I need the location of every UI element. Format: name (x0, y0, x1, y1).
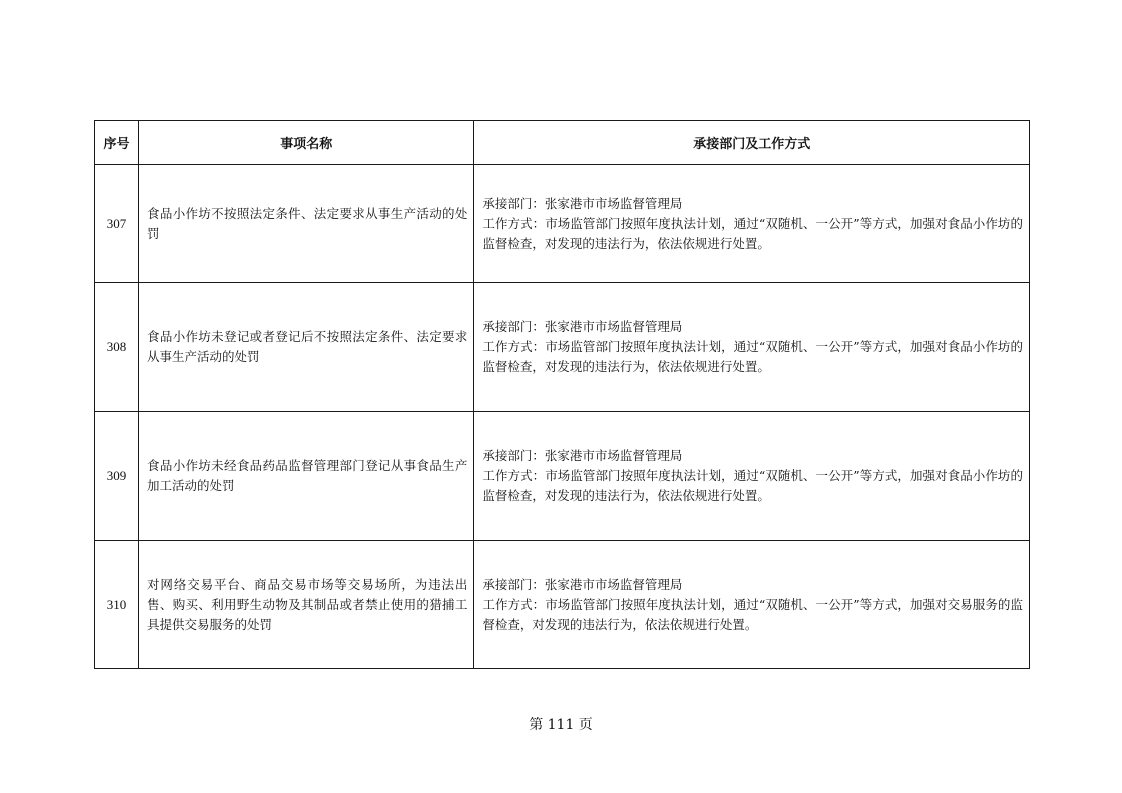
row-number: 310 (95, 541, 139, 669)
header-dept: 承接部门及工作方式 (474, 121, 1030, 165)
row-number: 309 (95, 412, 139, 541)
row-number: 308 (95, 283, 139, 412)
dept-line: 承接部门：张家港市市场监督管理局 (482, 576, 683, 592)
dept-cell (474, 541, 1030, 669)
header-no: 序号 (95, 121, 139, 165)
item-name: 食品小作坊未登记或者登记后不按照法定条件、法定要求从事生产活动的处罚 (139, 283, 474, 412)
item-name: 食品小作坊未经食品药品监督管理部门登记从事食品生产加工活动的处罚 (139, 412, 474, 541)
items-table (94, 120, 1030, 669)
table-row (95, 541, 1030, 669)
dept-cell (474, 165, 1030, 283)
method-line: 工作方式：市场监管部门按照年度执法计划，通过“双随机、一公开”等方式，加强对食品小作坊的监督检查，对发现的违法行为，依法依规进行处置。 (482, 339, 1023, 374)
table-row (95, 283, 1030, 412)
dept-cell (474, 412, 1030, 541)
header-name: 事项名称 (139, 121, 474, 165)
dept-line: 承接部门：张家港市市场监督管理局 (482, 319, 683, 334)
dept-line: 承接部门：张家港市市场监督管理局 (482, 448, 683, 463)
table-row (95, 412, 1030, 541)
dept-line: 承接部门：张家港市市场监督管理局 (482, 195, 683, 211)
method-line: 工作方式：市场监管部门按照年度执法计划，通过“双随机、一公开”等方式，加强对食品小作坊的监督检查，对发现的违法行为，依法依规进行处置。 (482, 468, 1023, 503)
item-name: 食品小作坊不按照法定条件、法定要求从事生产活动的处罚 (139, 165, 474, 283)
method-line: 工作方式：市场监管部门按照年度执法计划，通过“双随机、一公开”等方式，加强对交易服务的监督检查，对发现的违法行为，依法依规进行处置。 (482, 596, 1023, 632)
page-number: 第 111 页 (529, 717, 593, 733)
item-name: 对网络交易平台、商品交易市场等交易场所，为违法出售、购买、利用野生动物及其制品或者禁止使用的猎捕工具提供交易服务的处罚 (139, 541, 474, 669)
row-number: 307 (95, 165, 139, 283)
dept-cell (474, 283, 1030, 412)
table-header-row (95, 121, 1030, 165)
method-line: 工作方式：市场监管部门按照年度执法计划，通过“双随机、一公开”等方式，加强对食品小作坊的监督检查，对发现的违法行为，依法依规进行处置。 (482, 215, 1023, 251)
table-row (95, 165, 1030, 283)
